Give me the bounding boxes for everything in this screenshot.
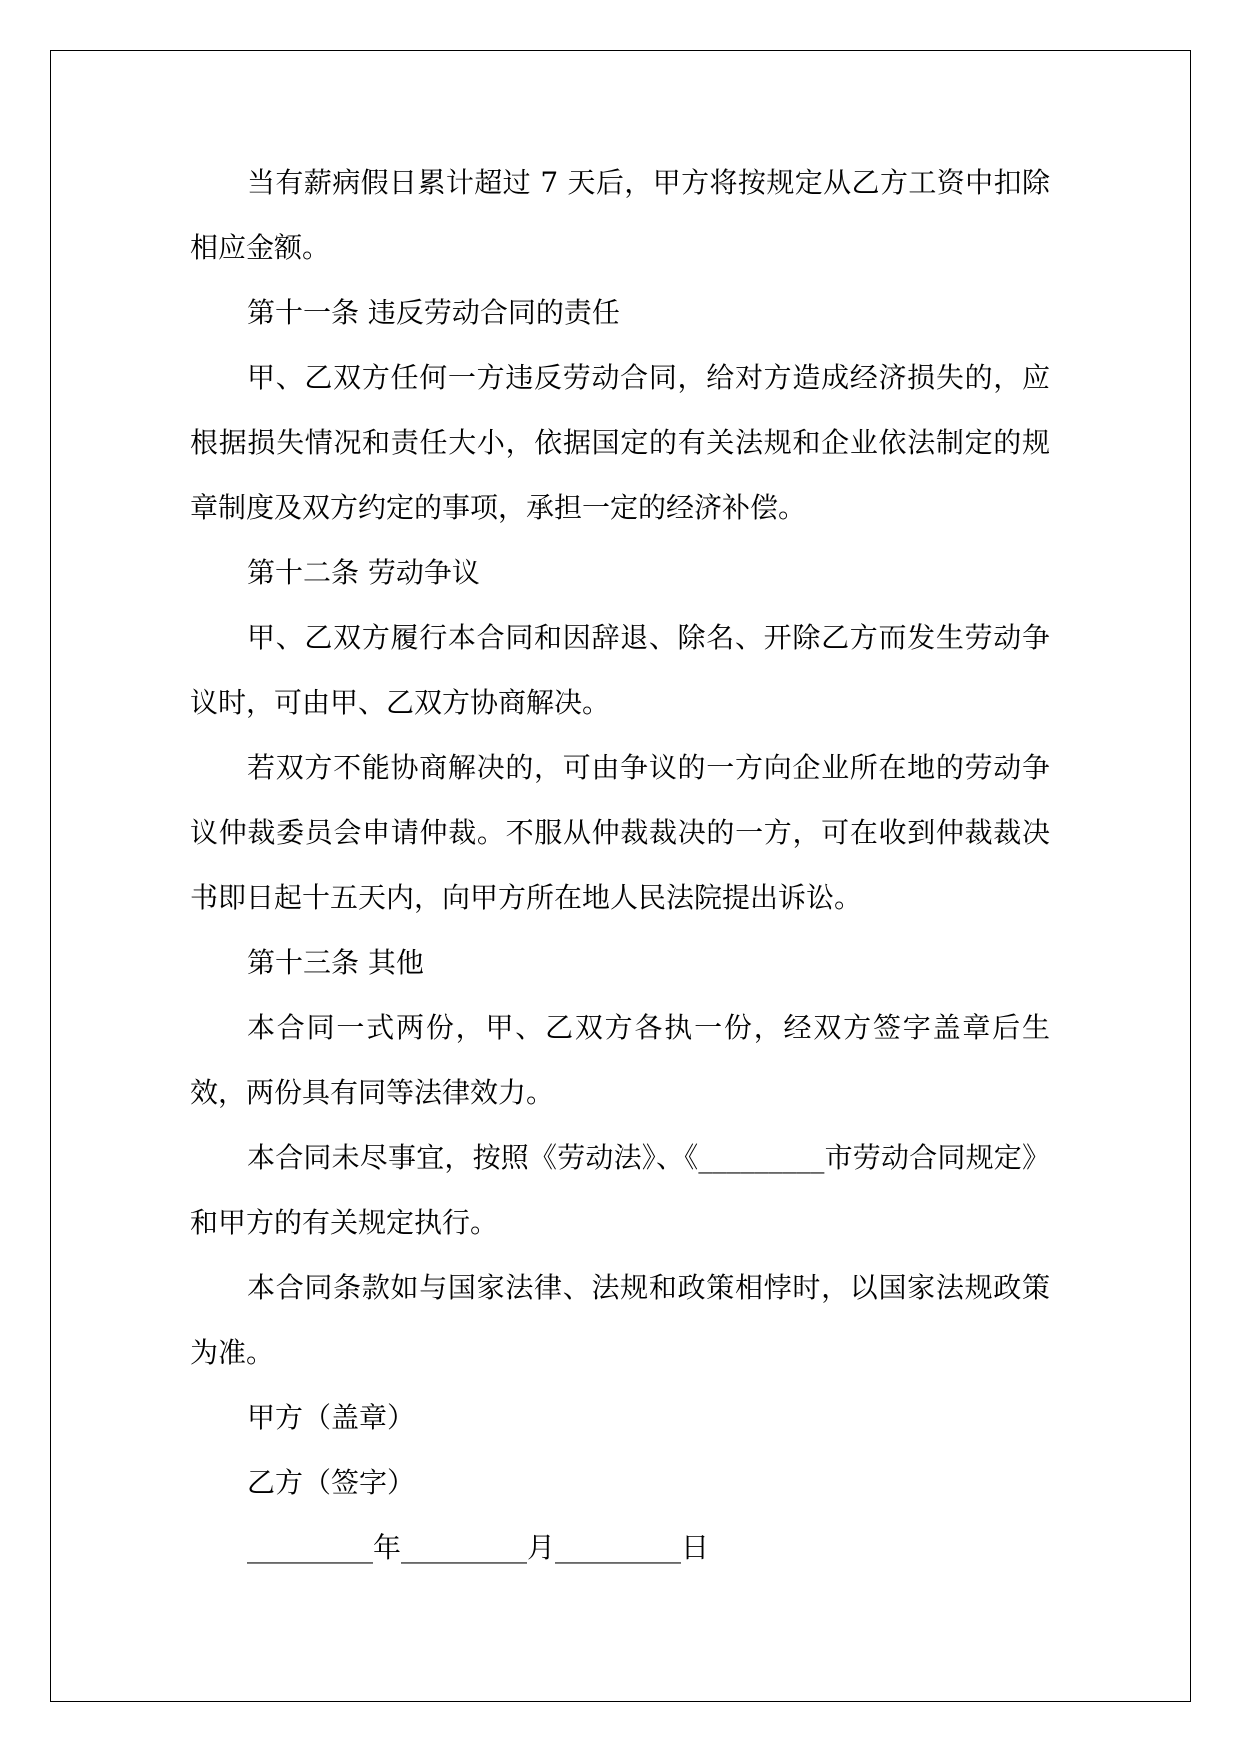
document-body: [190, 150, 1050, 1580]
paragraph-sick-leave: 当有薪病假日累计超过 7 天后，甲方将按规定从乙方工资中扣除相应金额。: [190, 166, 1050, 264]
heading-article-13: 第十三条 其他: [247, 946, 424, 979]
paragraph-breach-liability: 甲、乙双方任何一方违反劳动合同，给对方造成经济损失的，应根据损失情况和责任大小，依据国定的有关法规和企业依法制定的规章制度及双方约定的事项，承担一定的经济补偿。: [190, 361, 1050, 524]
paragraph-conflict-with-law: 本合同条款如与国家法律、法规和政策相悖时，以国家法规政策为准。: [190, 1271, 1050, 1369]
heading-article-11: 第十一条 违反劳动合同的责任: [247, 296, 620, 329]
paragraph-dispute-arbitration: 若双方不能协商解决的，可由争议的一方向企业所在地的劳动争议仲裁委员会申请仲裁。不服从仲裁裁决的一方，可在收到仲裁裁决书即日起十五天内，向甲方所在地人民法院提出诉讼。: [190, 751, 1050, 914]
heading-article-12: 第十二条 劳动争议: [247, 556, 480, 589]
party-b-signature-line: 乙方（签字）: [247, 1466, 416, 1499]
paragraph-unspecified-matters: 本合同未尽事宜，按照《劳动法》、《_________市劳动合同规定》和甲方的有关规定执行。: [190, 1141, 1050, 1239]
paragraph-copies: 本合同一式两份，甲、乙双方各执一份，经双方签字盖章后生效，两份具有同等法律效力。: [190, 1011, 1050, 1109]
paragraph-dispute-negotiation: 甲、乙双方履行本合同和因辞退、除名、开除乙方而发生劳动争议时，可由甲、乙双方协商解决。: [190, 621, 1050, 719]
date-line: _________年_________月_________日: [247, 1531, 710, 1564]
party-a-seal-line: 甲方（盖章）: [247, 1401, 416, 1434]
